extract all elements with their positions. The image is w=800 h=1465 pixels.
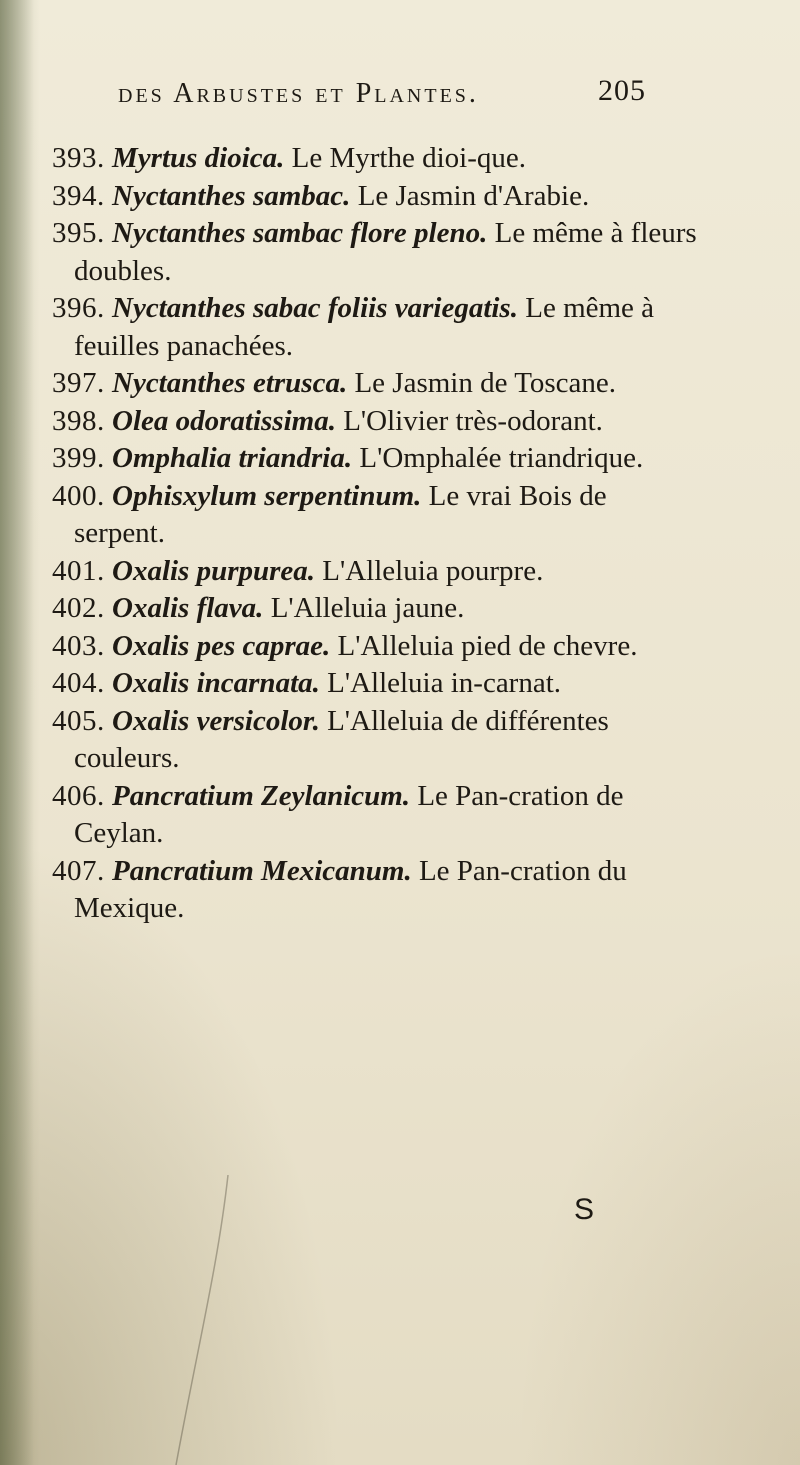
list-item (52, 478, 697, 553)
french-name: L'Alleluia pourpre. (322, 554, 544, 587)
latin-name: Pancratium Mexicanum. (112, 854, 412, 887)
list-item (52, 553, 697, 591)
entry-number: 395. (52, 217, 105, 249)
list-item (52, 178, 697, 216)
plant-list (52, 140, 697, 928)
entry-number: 398. (52, 404, 105, 437)
french-name: Le Pan-cration de Ceylan. (74, 779, 624, 849)
entry-number: 407. (52, 854, 105, 887)
entry-number: 400. (52, 479, 105, 512)
page-edge-shadow (0, 0, 34, 1465)
list-item (52, 215, 697, 290)
french-name: L'Alleluia de différentes couleurs. (74, 704, 609, 774)
latin-name: Omphalia triandria. (112, 442, 353, 474)
entry-number: 406. (52, 779, 105, 812)
list-item (52, 853, 697, 928)
french-name: L'Alleluia jaune. (270, 592, 465, 624)
french-name: L'Alleluia pied de chevre. (337, 629, 638, 662)
entry-number: 393. (52, 142, 105, 174)
latin-name: Oxalis purpurea. (112, 554, 316, 587)
french-name: Le même à fleurs doubles. (74, 217, 697, 287)
list-item (52, 665, 697, 703)
list-item (52, 140, 697, 178)
list-item (52, 440, 697, 478)
french-name: Le Jasmin de Toscane. (354, 367, 617, 399)
latin-name: Oxalis pes caprae. (112, 629, 331, 662)
latin-name: Nyctanthes sambac. (112, 179, 351, 212)
list-item (52, 290, 697, 365)
french-name: Le même à feuilles panachées. (74, 292, 655, 362)
page-number: 205 (598, 74, 646, 107)
entry-number: 399. (52, 442, 105, 474)
french-name: L'Alleluia in-carnat. (327, 667, 562, 699)
running-head: des Arbustes et Plantes. (118, 78, 479, 109)
latin-name: Pancratium Zeylanicum. (112, 779, 411, 812)
latin-name: Nyctanthes sambac flore pleno. (112, 217, 488, 249)
list-item (52, 590, 697, 628)
list-item (52, 628, 697, 666)
signature-mark: S (574, 1193, 595, 1226)
entry-number: 397. (52, 367, 105, 399)
entry-number: 396. (52, 292, 105, 324)
latin-name: Olea odoratissima. (112, 404, 336, 437)
french-name: L'Olivier très-odorant. (343, 404, 603, 437)
paper-crease (168, 1175, 248, 1465)
list-item (52, 778, 697, 853)
french-name: Le Myrthe dioi-que. (291, 142, 527, 174)
french-name: Le Pan-cration du Mexique. (74, 854, 627, 924)
latin-name: Nyctanthes etrusca. (112, 367, 348, 399)
list-item (52, 365, 697, 403)
latin-name: Nyctanthes sabac foliis variegatis. (112, 292, 518, 324)
latin-name: Oxalis incarnata. (112, 667, 320, 699)
french-name: Le Jasmin d'Arabie. (357, 179, 590, 212)
latin-name: Oxalis flava. (112, 592, 264, 624)
entry-number: 405. (52, 704, 105, 737)
latin-name: Oxalis versicolor. (112, 704, 320, 737)
entry-number: 402. (52, 592, 105, 624)
entry-number: 401. (52, 554, 105, 587)
latin-name: Ophisxylum serpentinum. (112, 479, 422, 512)
entry-number: 404. (52, 667, 105, 699)
list-item (52, 703, 697, 778)
latin-name: Myrtus dioica. (112, 142, 285, 174)
french-name: L'Omphalée triandrique. (359, 442, 644, 474)
entry-number: 403. (52, 629, 105, 662)
french-name: Le vrai Bois de serpent. (74, 479, 607, 549)
entry-number: 394. (52, 179, 105, 212)
list-item (52, 403, 697, 441)
